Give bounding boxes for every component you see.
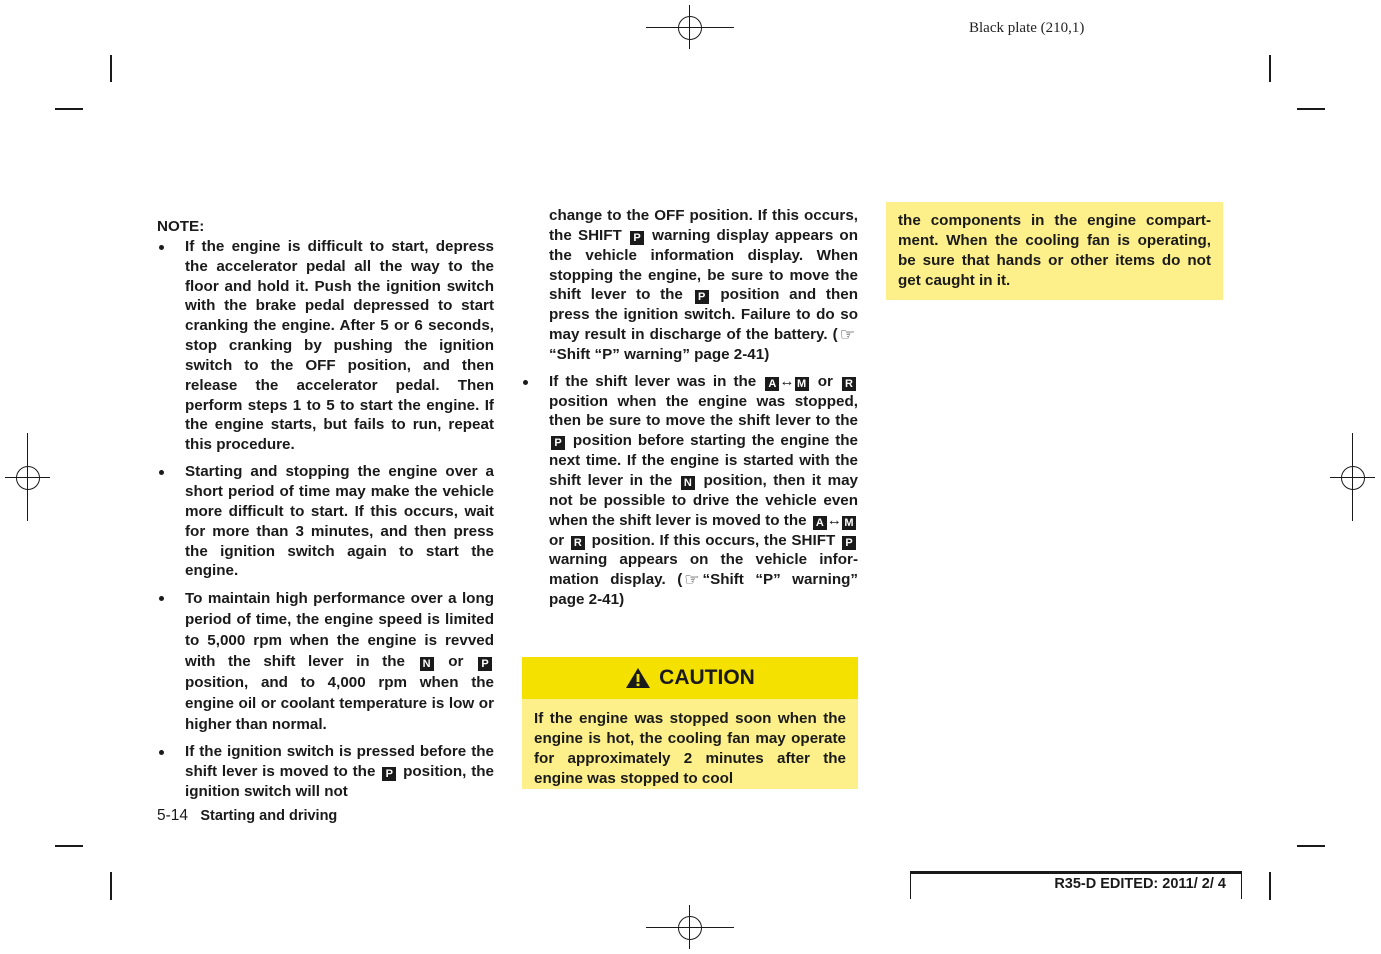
list-item-text: position before starting the engine the next time. If the engine is started with the shift lever in the (549, 432, 858, 489)
pointing-hand-icon: ☞ (684, 570, 700, 590)
list-item-text: or (817, 372, 833, 390)
list-item-text: Starting and stopping the engine over a short period of time may make the vehicle more difficult to start. If this occurs, wait for more than 3 minutes, and then press the ignition switch again to start the engine. (185, 463, 494, 580)
warning-triangle-icon (625, 667, 651, 689)
page-footer (157, 807, 337, 825)
note-list (157, 237, 494, 802)
note-list (521, 372, 858, 610)
crop-mark (55, 108, 83, 110)
registration-mark-circle (1341, 466, 1365, 490)
gear-m-key: M (795, 377, 809, 391)
caution-header (522, 657, 858, 699)
pointing-hand-icon: ☞ (839, 325, 855, 345)
plate-label: Black plate (210,1) (969, 20, 1085, 36)
section-title: Starting and driving (200, 808, 338, 824)
caution-box (522, 657, 858, 789)
list-item-text: position. If this occurs, the SHIFT (591, 531, 836, 549)
gear-n-key: N (681, 476, 695, 490)
gear-p-key: P (842, 536, 856, 550)
list-item (157, 742, 494, 802)
list-item-text: To maintain high performance over a long period of time, the engine speed is limited to 5,000 rpm when the engine is revved with the shift lever in the (185, 590, 494, 671)
page-number: 5-14 (157, 807, 189, 824)
note-title: NOTE: (157, 218, 205, 235)
list-item-text: position, and to 4,000 rpm when the engine oil or coolant temperature is low or higher than normal. (185, 674, 494, 734)
caution-text: If the engine was stopped soon when the engine is hot, the cooling fan may operate for approximately 2 minutes after the engine was stopped to cool (534, 710, 846, 787)
gear-p-key: P (382, 767, 396, 781)
crop-mark (110, 55, 112, 82)
crop-mark (110, 872, 112, 900)
gear-p-key: P (478, 657, 492, 671)
list-item-text: or (448, 653, 464, 671)
list-item-text: position, the ignition switch will not (185, 763, 494, 800)
gear-p-key: P (551, 436, 565, 450)
crop-mark (1297, 845, 1325, 847)
arrow-symbol: ↔ (826, 511, 842, 529)
registration-mark-circle (678, 916, 702, 940)
arrow-symbol: ↔ (779, 372, 795, 390)
list-item-text: If the ignition switch is pressed before the shift lever is moved to the (185, 743, 494, 781)
list-item (157, 588, 494, 735)
crop-mark (1269, 55, 1271, 82)
column-1 (157, 217, 494, 809)
gear-a-key: A (765, 377, 779, 391)
list-item-text: position when the engine was stopped, then be sure to move the shift lever to the (549, 392, 858, 430)
paragraph-text: warning display appears on the vehicle information display. When stopping the engine, be sure to move the shift lever to the (549, 226, 858, 304)
column-2 (521, 206, 858, 617)
continued-paragraph (521, 206, 858, 365)
list-item (157, 462, 494, 581)
registration-mark-circle (16, 466, 40, 490)
crop-mark (1269, 872, 1271, 900)
caution-continued: the components in the engine compartment. When the cooling fan is operating, be sure that hands or other items do not get caught in it. (886, 202, 1223, 300)
gear-n-key: N (420, 657, 434, 671)
paragraph-text: change to the OFF position. If this occurs, the SHIFT (549, 207, 858, 244)
reference-link-text[interactable]: “Shift “P” warning” page 2-41) (549, 345, 770, 363)
crop-mark (1297, 108, 1325, 110)
registration-mark-circle (678, 16, 702, 40)
list-item-text: or (549, 531, 565, 549)
list-item-text: If the shift lever was in the (549, 372, 757, 390)
paragraph-text: position and then press the ignition switch. Failure to do so may result in discharge of the battery. ( (549, 286, 858, 344)
list-item-text: warning appears on the vehicle information display. ( (549, 551, 858, 589)
list-item-text: If the engine is difficult to start, depress the accelerator pedal all the way to the floor and hold it. Push the ignition switch with the brake pedal depressed to start cranking the engine. After 5 or 6 seconds, stop cranking by pushing the ignition switch to the OFF position, and then release the accelerator pedal. Then perform steps 1 to 5 to start the engine. If the engine starts, but fails to run, repeat this procedure. (185, 237, 494, 454)
crop-mark (55, 845, 83, 847)
list-item (157, 237, 494, 455)
edited-stamp: R35-D EDITED: 2011/ 2/ 4 (910, 871, 1242, 899)
gear-p-key: P (630, 231, 644, 245)
gear-m-key: M (842, 516, 856, 530)
reference-link-text[interactable]: “Shift “P” warning” page 2-41) (549, 571, 858, 609)
gear-r-key: R (571, 536, 585, 550)
gear-a-key: A (813, 516, 827, 530)
list-item-text: position, then it may not be possible to drive the vehicle even when the shift lever is moved to the (549, 471, 858, 529)
gear-p-key: P (695, 290, 709, 304)
list-item (521, 372, 858, 610)
gear-r-key: R (842, 377, 856, 391)
caution-title: CAUTION (659, 666, 755, 689)
